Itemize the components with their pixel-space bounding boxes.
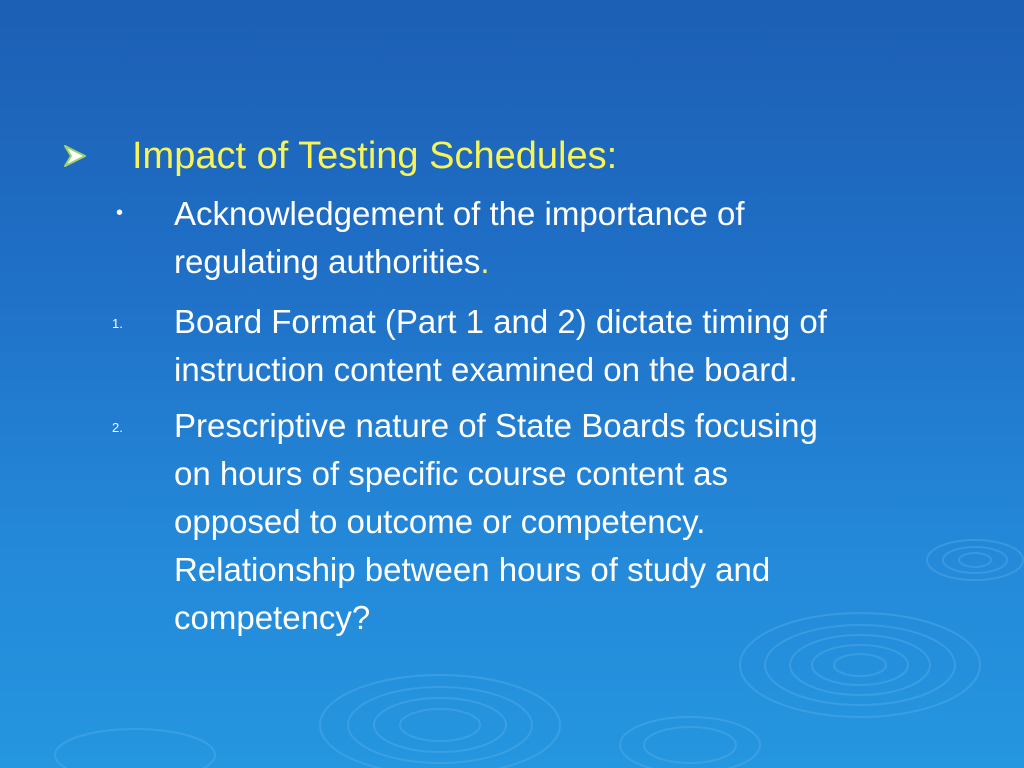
list-number: 1. — [112, 316, 123, 331]
list-item-line: on hours of specific course content as — [174, 455, 728, 492]
list-item-line: competency? — [174, 599, 371, 636]
list-item-text — [174, 402, 974, 642]
list-number: 2. — [112, 420, 123, 435]
list-item-line: Relationship between hours of study and — [174, 551, 771, 588]
list-item — [100, 402, 980, 647]
list-item-line: Prescriptive nature of State Boards focusing — [174, 407, 818, 444]
list-item — [100, 298, 980, 398]
slide-heading: Impact of Testing Schedules: — [132, 135, 618, 177]
list-item — [100, 190, 980, 290]
list-item-line: Board Format (Part 1 and 2) dictate timing of — [174, 303, 827, 340]
heading-row — [62, 132, 962, 182]
list-item-line: instruction content examined on the board. — [174, 351, 798, 388]
list-item-line: Acknowledgement of the importance of — [174, 195, 745, 232]
bullet-dot-icon: • — [116, 202, 124, 224]
trailing-period: . — [480, 243, 490, 280]
list-item-text — [174, 190, 974, 286]
list-item-text — [174, 298, 974, 394]
arrow-right-icon — [62, 144, 88, 168]
list-item-line: opposed to outcome or competency. — [174, 503, 706, 540]
list-item-line: regulating authorities. — [174, 243, 490, 280]
